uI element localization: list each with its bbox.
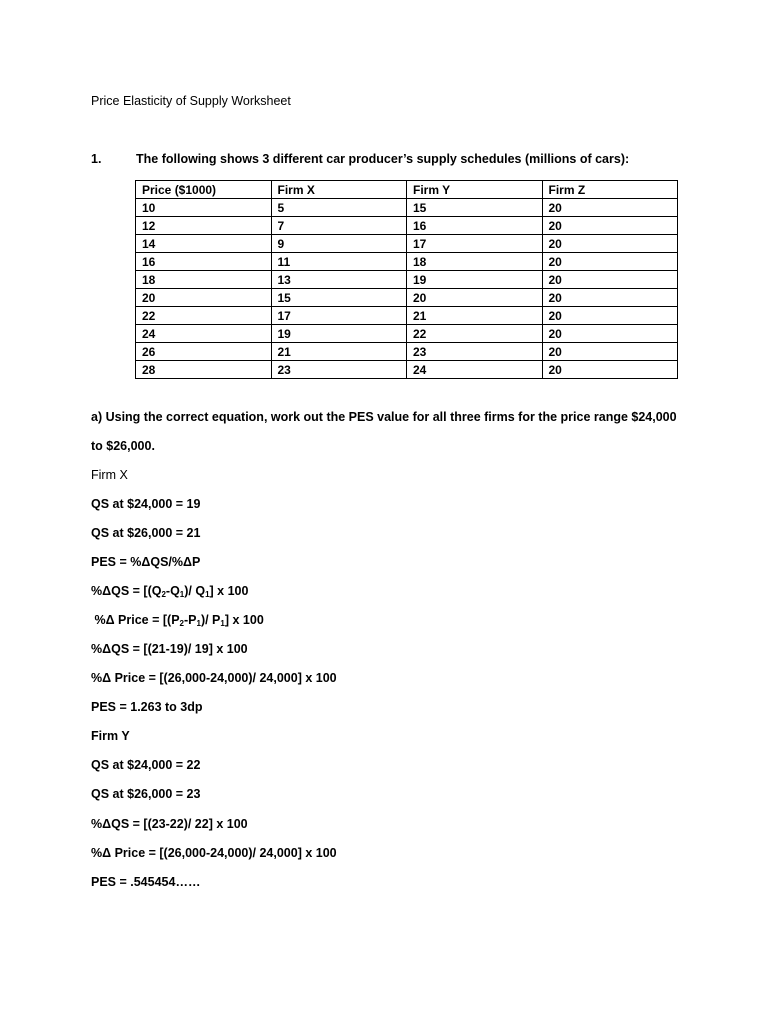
table-cell: 15	[271, 289, 407, 307]
qs-change-formula: $\%\Delta QS = [(Q_2-Q_1)/$ $Q_1$] x 100	[91, 584, 249, 599]
part-a-line-2: to $26,000.	[91, 439, 155, 453]
table-cell: 20	[542, 235, 678, 253]
supply-schedule-table	[135, 180, 678, 379]
table-row	[136, 199, 678, 217]
table-cell: 17	[407, 235, 543, 253]
firm-y-price-calc: %Δ Price = [(26,000-24,000)/ 24,000] x 100	[91, 846, 337, 860]
table-cell: 11	[271, 253, 407, 271]
firm-y-qs-26000: QS at $26,000 = 23	[91, 787, 201, 801]
table-cell: 20	[542, 325, 678, 343]
column-header-firm-x: Firm X	[271, 181, 407, 199]
table-cell: 26	[136, 343, 272, 361]
worksheet-title: Price Elasticity of Supply Worksheet	[91, 94, 291, 108]
table-cell: 18	[407, 253, 543, 271]
firm-x-qs-26000: QS at $26,000 = 21	[91, 526, 201, 540]
firm-y-heading: Firm Y	[91, 729, 130, 743]
column-header-price: Price ($1000)	[136, 181, 272, 199]
table-cell: 12	[136, 217, 272, 235]
table-cell: 20	[542, 307, 678, 325]
table-cell: 20	[542, 343, 678, 361]
question-1	[91, 152, 629, 166]
firm-x-qs-24000: QS at $24,000 = 19	[91, 497, 201, 511]
table-cell: 28	[136, 361, 272, 379]
table-header-row	[136, 181, 678, 199]
table-cell: 5	[271, 199, 407, 217]
table-cell: 22	[136, 307, 272, 325]
table-cell: 19	[407, 271, 543, 289]
firm-y-pes-result: PES = .545454……	[91, 875, 201, 889]
table-cell: 20	[542, 199, 678, 217]
table-cell: 21	[407, 307, 543, 325]
table-row	[136, 271, 678, 289]
table-cell: 9	[271, 235, 407, 253]
table-cell: 20	[542, 361, 678, 379]
firm-x-price-calc: %Δ Price = [(26,000-24,000)/ 24,000] x 100	[91, 671, 337, 685]
table-cell: 16	[136, 253, 272, 271]
table-row	[136, 325, 678, 343]
table-cell: 20	[542, 289, 678, 307]
column-header-firm-z: Firm Z	[542, 181, 678, 199]
table-row	[136, 289, 678, 307]
firm-y-qs-calc: %ΔQS = [(23-22)/ 22] x 100	[91, 817, 248, 831]
table-cell: 20	[542, 271, 678, 289]
table-row	[136, 361, 678, 379]
table-cell: 24	[136, 325, 272, 343]
table-cell: 17	[271, 307, 407, 325]
table-row	[136, 217, 678, 235]
part-a-line-1: a) Using the correct equation, work out the PES value for all three firms for the price range $24,000	[91, 410, 677, 424]
table-cell: 10	[136, 199, 272, 217]
table-cell: 23	[407, 343, 543, 361]
firm-x-qs-calc: %ΔQS = [(21-19)/ 19] x 100	[91, 642, 248, 656]
table-row	[136, 307, 678, 325]
column-header-firm-y: Firm Y	[407, 181, 543, 199]
table-cell: 15	[407, 199, 543, 217]
table-row	[136, 253, 678, 271]
firm-x-heading: Firm X	[91, 468, 128, 482]
table-cell: 18	[136, 271, 272, 289]
pes-formula: PES = %ΔQS/%ΔP	[91, 555, 201, 569]
table-cell: 19	[271, 325, 407, 343]
table-cell: 21	[271, 343, 407, 361]
table-cell: 20	[542, 253, 678, 271]
question-text: The following shows 3 different car producer’s supply schedules (millions of cars):	[136, 152, 630, 166]
table-cell: 20	[542, 217, 678, 235]
question-number: 1.	[91, 152, 102, 166]
table-cell: 13	[271, 271, 407, 289]
table-cell: 20	[136, 289, 272, 307]
table-row	[136, 343, 678, 361]
table-cell: 7	[271, 217, 407, 235]
table-cell: 23	[271, 361, 407, 379]
firm-y-qs-24000: QS at $24,000 = 22	[91, 758, 201, 772]
table-cell: 16	[407, 217, 543, 235]
table-row	[136, 235, 678, 253]
table-cell: 24	[407, 361, 543, 379]
price-change-formula: %Δ Price = [$(P_2-P_1)/$ $P_1$] x 100	[91, 613, 264, 628]
firm-x-pes-result: PES = 1.263 to 3dp	[91, 700, 203, 714]
table-cell: 14	[136, 235, 272, 253]
table-cell: 20	[407, 289, 543, 307]
table-cell: 22	[407, 325, 543, 343]
